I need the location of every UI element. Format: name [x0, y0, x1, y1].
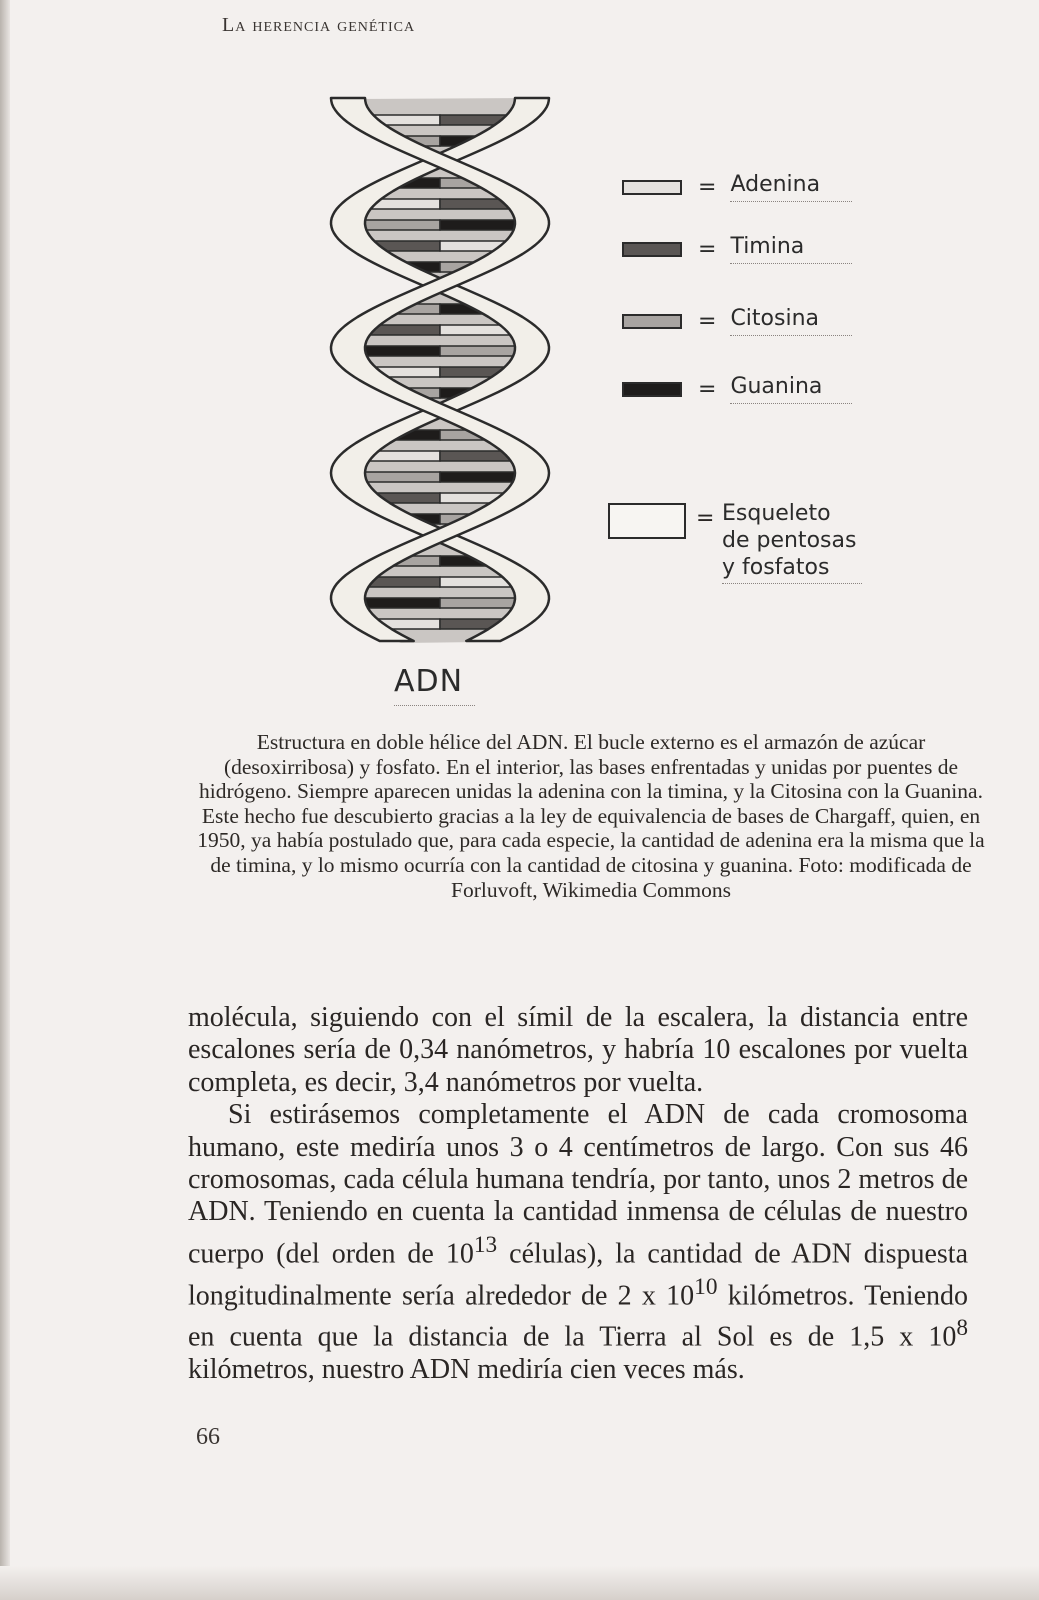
legend-label-timina: Timina [730, 234, 852, 264]
running-header: La herencia genética [222, 14, 416, 36]
page-bottom-shadow [0, 1566, 1039, 1600]
equals-sign: = [696, 506, 715, 531]
page-number: 66 [196, 1424, 220, 1450]
exponent-10: 10 [694, 1273, 718, 1300]
exponent-8: 8 [956, 1315, 968, 1342]
paragraph-2-part-c: kilómetros. Teniendo en cuenta que la distancia de la Tierra al Sol es de 1,5 x 10 [188, 1279, 968, 1353]
equals-sign: = [698, 174, 717, 200]
guanina-swatch [622, 382, 682, 397]
dna-figure [320, 88, 880, 728]
paragraph-2-part-b: células), la cantidad de ADN dispuesta longitudinalmente sería alrededor de 2 x 10 [188, 1238, 968, 1311]
double-helix-diagram [320, 88, 560, 658]
figure-label-adn: ADN [394, 664, 475, 706]
paragraph-2-part-d: kilómetros, nuestro ADN mediría cien veces más. [188, 1354, 745, 1386]
legend-label-adenina: Adenina [730, 172, 852, 202]
paragraph-2 [188, 1099, 968, 1386]
page-gutter-shadow [0, 0, 10, 1600]
backbone-line-2: de pentosas [722, 528, 857, 553]
legend-backbone-swatch-wrap [608, 503, 686, 539]
equals-sign: = [698, 308, 717, 334]
legend-label-citosina: Citosina [730, 306, 852, 336]
citosina-swatch [622, 314, 682, 329]
paragraph-1: molécula, siguiendo con el símil de la escalera, la distancia entre escalones sería de 0,34 nanómetros, y habría 10 escalones por vuelta completa, es decir, 3,4 nanómetros por vuelta. [188, 1002, 968, 1098]
exponent-13: 13 [473, 1231, 498, 1258]
backbone-line-1: Esqueleto [722, 501, 831, 526]
legend-label-guanina: Guanina [730, 374, 852, 404]
backbone-line-3: y fosfatos [722, 555, 830, 580]
figure-caption: Estructura en doble hélice del ADN. El bucle externo es el armazón de azúcar (desoxirribosa) y fosfato. En el interior, las bases enfrentadas y unidas por puentes de hidrógeno. Siempre aparecen unidas la adenina con la timina, y la Citosina con la Guanina. Este hecho fue descubierto gracias a la ley de equivalencia de bases de Chargaff, quien, en 1950, ya había postulado que, para cada especie, la cantidad de adenina era la misma que la de timina, y lo mismo ocurría con la cantidad de citosina y guanina. Foto: modificada de Forluvoft, Wikimedia Commons [197, 730, 985, 902]
backbone-swatch [608, 503, 686, 539]
legend-adenina [622, 172, 852, 202]
legend-guanina [622, 374, 852, 404]
paragraph-2-part-a: Si estirásemos completamente el ADN de cada cromosoma humano, este mediría unos 3 o 4 centímetros de largo. Con sus 46 cromosomas, cada célula humana tendría, por tanto, unos 2 metros de ADN. Teniendo en cuenta la cantidad inmensa de células de nuestro cuerpo (del orden de 10 [188, 1099, 968, 1270]
timina-swatch [622, 242, 682, 257]
legend-citosina [622, 306, 852, 336]
legend-label-backbone [722, 500, 862, 584]
body-text [188, 1002, 968, 1386]
adenina-swatch [622, 180, 682, 195]
equals-sign: = [698, 236, 717, 262]
equals-sign: = [698, 376, 717, 402]
legend-timina [622, 234, 852, 264]
